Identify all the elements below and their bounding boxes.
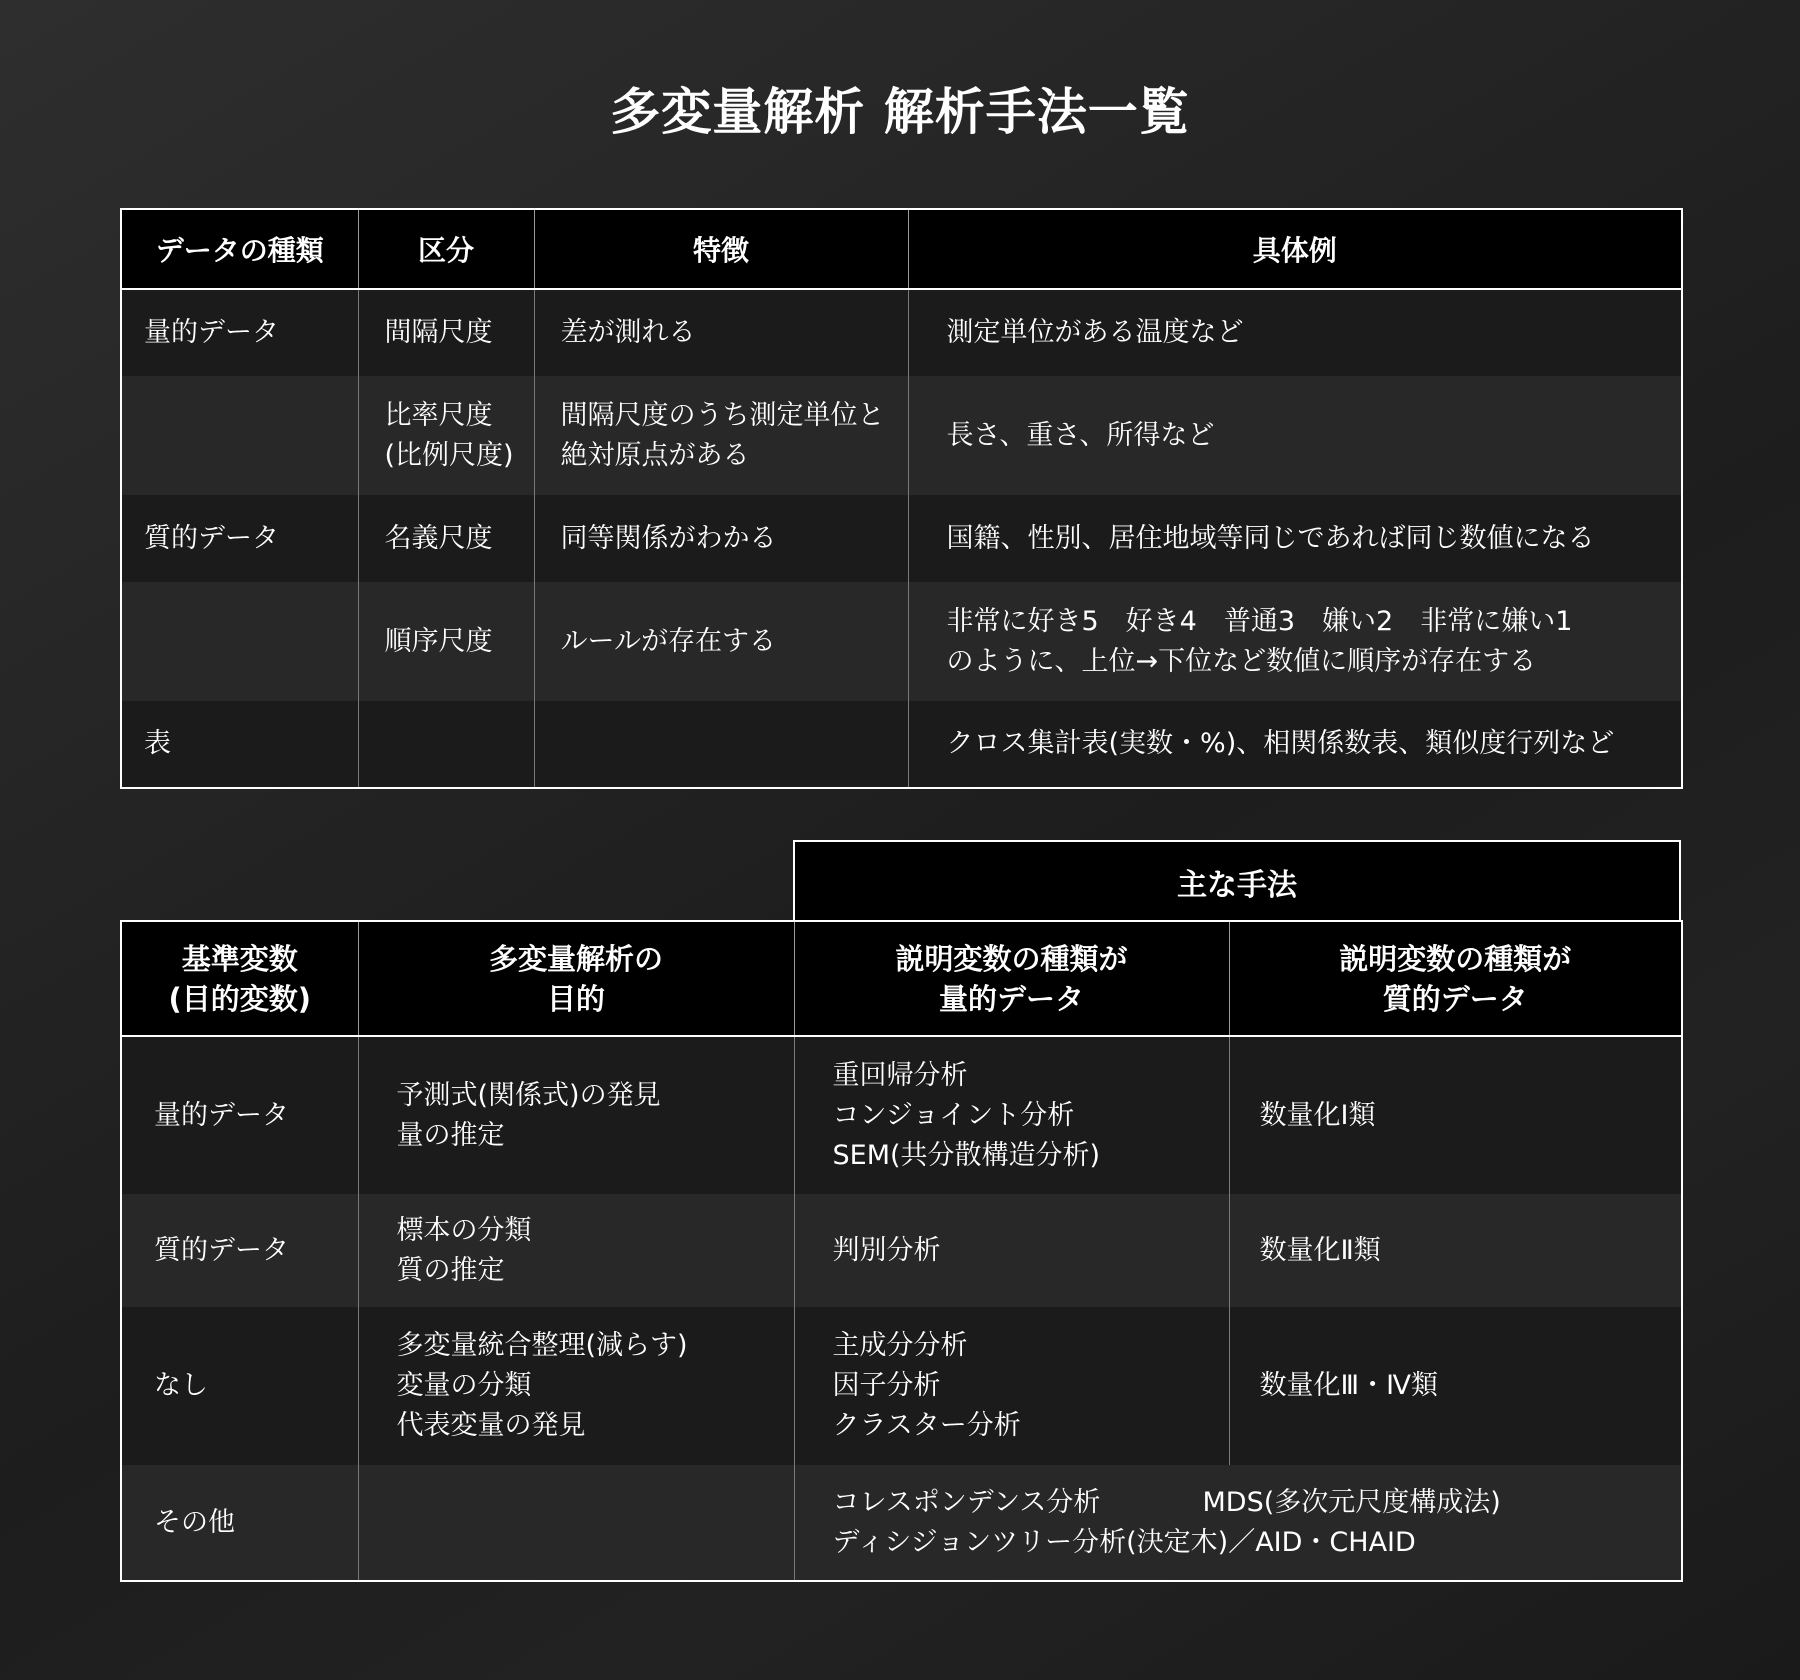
example-cell: クロス集計表(実数・%)、相関係数表、類似度行列など — [908, 701, 1682, 788]
example-cell: 非常に好き5 好き4 普通3 嫌い2 非常に嫌い1 のように、上位→下位など数値に順序が存在する — [908, 582, 1682, 701]
data-types-table — [120, 208, 1683, 789]
feature-cell — [534, 701, 908, 788]
table-row — [121, 1307, 1682, 1465]
category-cell: 間隔尺度 — [358, 289, 534, 376]
methods-table — [120, 920, 1683, 1582]
data-type-cell: 表 — [121, 701, 358, 788]
purpose-cell: 予測式(関係式)の発見 量の推定 — [358, 1036, 794, 1194]
criterion-cell: 質的データ — [121, 1194, 358, 1307]
header-purpose: 多変量解析の 目的 — [358, 921, 794, 1036]
category-cell — [358, 701, 534, 788]
header-data-type: データの種類 — [121, 209, 358, 289]
feature-cell: 間隔尺度のうち測定単位と 絶対原点がある — [534, 376, 908, 495]
data-type-cell — [121, 582, 358, 701]
other-methods-line-2: ディシジョンツリー分析(決定木)／AID・CHAID — [832, 1526, 1416, 1558]
table-row — [121, 701, 1682, 788]
example-cell: 長さ、重さ、所得など — [908, 376, 1682, 495]
page-title: 多変量解析 解析手法一覧 — [610, 83, 1190, 141]
category-cell: 比率尺度 (比例尺度) — [358, 376, 534, 495]
data-type-cell — [121, 376, 358, 495]
table-row — [121, 289, 1682, 376]
qual-method-cell: 数量化Ⅲ・Ⅳ類 — [1229, 1307, 1682, 1465]
header-qual-method: 説明変数の種類が 質的データ — [1229, 921, 1682, 1036]
purpose-cell: 標本の分類 質の推定 — [358, 1194, 794, 1307]
quant-method-cell: 判別分析 — [794, 1194, 1229, 1307]
quant-method-cell: 重回帰分析 コンジョイント分析 SEM(共分散構造分析) — [794, 1036, 1229, 1194]
data-type-cell: 量的データ — [121, 289, 358, 376]
data-type-cell: 質的データ — [121, 495, 358, 582]
table-row — [121, 1465, 1682, 1581]
criterion-cell: 量的データ — [121, 1036, 358, 1194]
data-types-header-row — [121, 209, 1682, 289]
other-methods-line-1: コレスポンデンス分析 MDS(多次元尺度構成法) — [832, 1486, 1501, 1518]
methods-header-row — [121, 921, 1682, 1036]
example-cell: 国籍、性別、居住地域等同じであれば同じ数値になる — [908, 495, 1682, 582]
other-methods-cell — [794, 1465, 1682, 1581]
purpose-cell: 多変量統合整理(減らす) 変量の分類 代表変量の発見 — [358, 1307, 794, 1465]
feature-cell: 同等関係がわかる — [534, 495, 908, 582]
header-feature: 特徴 — [534, 209, 908, 289]
header-criterion: 基準変数 (目的変数) — [121, 921, 358, 1036]
criterion-cell: なし — [121, 1307, 358, 1465]
category-cell: 名義尺度 — [358, 495, 534, 582]
example-cell: 測定単位がある温度など — [908, 289, 1682, 376]
qual-method-cell: 数量化Ⅰ類 — [1229, 1036, 1682, 1194]
feature-cell: 差が測れる — [534, 289, 908, 376]
category-cell: 順序尺度 — [358, 582, 534, 701]
methods-group-header: 主な手法 — [793, 840, 1681, 921]
header-quant-method: 説明変数の種類が 量的データ — [794, 921, 1229, 1036]
table-row — [121, 495, 1682, 582]
table-row — [121, 1194, 1682, 1307]
header-category: 区分 — [358, 209, 534, 289]
table-row — [121, 582, 1682, 701]
table-row — [121, 1036, 1682, 1194]
purpose-cell — [358, 1465, 794, 1581]
quant-method-cell: 主成分分析 因子分析 クラスター分析 — [794, 1307, 1229, 1465]
qual-method-cell: 数量化Ⅱ類 — [1229, 1194, 1682, 1307]
header-example: 具体例 — [908, 209, 1682, 289]
criterion-cell: その他 — [121, 1465, 358, 1581]
feature-cell: ルールが存在する — [534, 582, 908, 701]
table-row — [121, 376, 1682, 495]
